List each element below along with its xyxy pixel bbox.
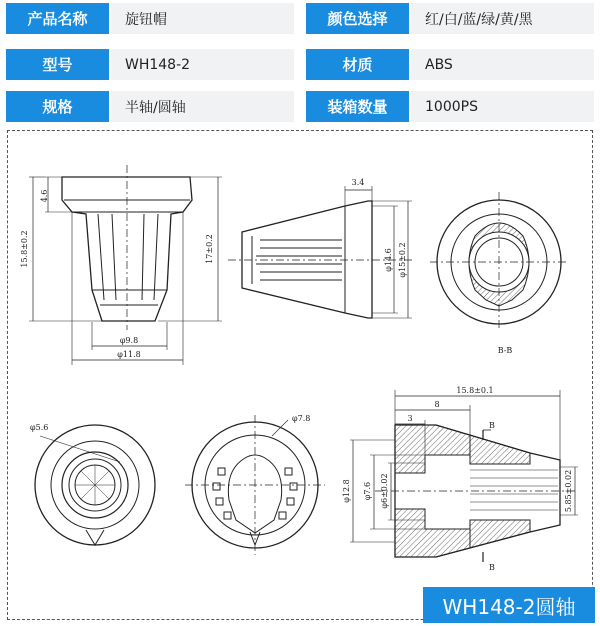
dim-top-d: φ7.8: [292, 414, 311, 423]
section-bb-view: [430, 192, 568, 330]
dim-sect-d76: φ7.6: [363, 481, 372, 501]
dim-sect-3: 3: [407, 414, 413, 423]
dim-side-d2: φ15±0.2: [398, 242, 407, 278]
qty-label: 装箱数量: [306, 91, 409, 122]
model-badge: WH148-2圆轴: [423, 587, 595, 623]
dim-sect-d128: φ12.8: [342, 479, 351, 503]
spec-value: 半轴/圆轴: [111, 91, 294, 122]
dim-bottom-d: φ5.6: [30, 423, 49, 432]
dim-side-d1: φ14.6: [384, 248, 393, 272]
section-mark-bottom: B: [489, 563, 495, 572]
section-label: B-B: [497, 346, 513, 355]
model-value: WH148-2: [111, 49, 294, 80]
dim-h-total: 15.8±0.2: [20, 230, 29, 268]
front-view: [29, 165, 222, 365]
top-view: [185, 415, 325, 555]
product-name-label: 产品名称: [6, 3, 109, 34]
technical-drawing: [7, 130, 593, 620]
dim-sect-d6: φ6±0.02: [380, 473, 389, 509]
dim-h-right: 17±0.2: [205, 234, 214, 264]
material-label: 材质: [306, 49, 409, 80]
dim-side-top: 3.4: [351, 178, 365, 187]
bottom-view: [35, 425, 155, 545]
qty-value: 1000PS: [411, 91, 594, 122]
dim-d-bottom-outer: φ11.8: [117, 350, 141, 359]
spec-label: 规格: [6, 91, 109, 122]
dim-sect-585: 5.85±0.02: [564, 469, 573, 513]
dim-d-bottom-inner: φ9.8: [119, 336, 139, 345]
color-value: 红/白/蓝/绿/黄/黑: [411, 3, 594, 34]
dim-sect-8: 8: [434, 400, 440, 409]
dim-sect-len: 15.8±0.1: [456, 386, 494, 395]
model-label: 型号: [6, 49, 109, 80]
material-value: ABS: [411, 49, 594, 80]
section-mark-top: B: [489, 421, 495, 430]
dim-h-top: 4.6: [40, 189, 49, 203]
color-label: 颜色选择: [306, 3, 409, 34]
product-name-value: 旋钮帽: [111, 3, 294, 34]
